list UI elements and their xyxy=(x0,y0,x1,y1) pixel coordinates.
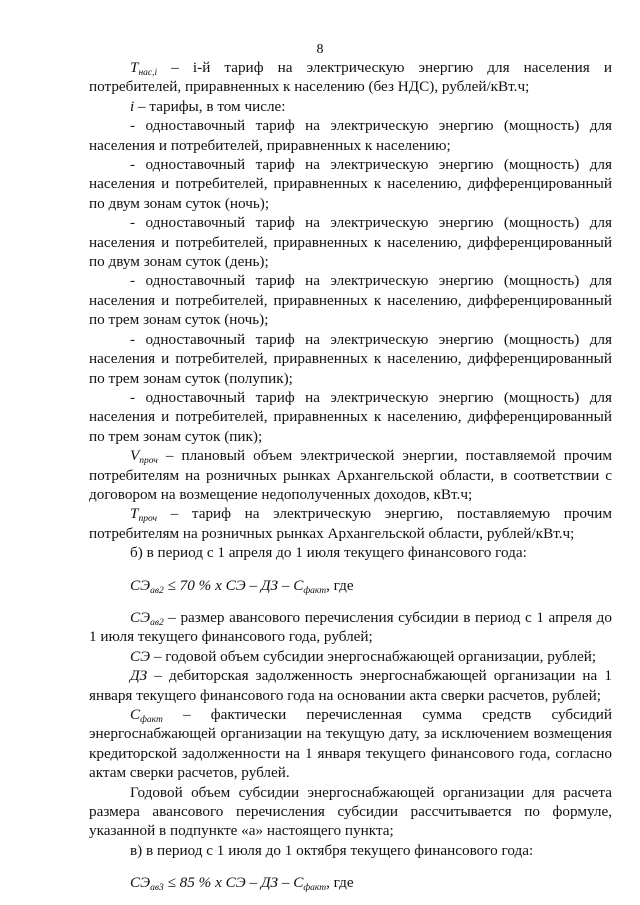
document-body xyxy=(89,58,612,902)
symbol: $T_{нас,i}$ xyxy=(130,59,158,78)
formula-av3: $СЭ_{ав3} \le 85$ % х СЭ – ДЗ – $С_{факт}$, где xyxy=(130,874,354,894)
annual-volume-note: Годовой объем субсидии энергоснабжающей организации для расчета размера авансового перечисления субсидии рассчитывается по формуле, указанной в подпункте «а» настоящего пункта; xyxy=(89,783,612,840)
symbol: $СЭ_{ав2}$ xyxy=(130,608,164,628)
tariff-item: - одноставочный тариф на электрическую энергию (мощность) для населения и потребителей, приравненных к населению, дифференцированный по трем зонам суток (ночь); xyxy=(89,272,612,329)
symbol: ДЗ xyxy=(130,667,148,685)
definition-c-fakt: $С_{факт}$ – фактически перечисленная сумма средств субсидий энергоснабжающей организации на текущую дату, за исключением возмещения кредиторской задолженности на 1 января текущего финансового года, согласно актам сверки расчетов, рублей. xyxy=(89,706,612,782)
tariff-item: - одноставочный тариф на электрическую энергию (мощность) для населения и потребителей, приравненных к населению, дифференцированный по трем зонам суток (пик); xyxy=(89,388,612,445)
definition-t-nas: $T_{нас,i} - i-й$ тариф на электрическую энергию для населения и потребителей, приравненных к населению (без НДС), рублей/кВт.ч; xyxy=(89,59,612,96)
symbol: i xyxy=(130,97,135,115)
tariff-item: - одноставочный тариф на электрическую энергию (мощность) для населения и потребителей, приравненных к населению, дифференцированный по двум зонам суток (день); xyxy=(89,214,612,271)
symbol: СЭ xyxy=(130,647,151,665)
tariff-item: - одноставочный тариф на электрическую энергию (мощность) для населения и потребителей, приравненных к населению, дифференцированный по двум зонам суток (ночь); xyxy=(89,156,612,212)
definition-se: СЭ – годовой объем субсидии энергоснабжающей организации, рублей; xyxy=(130,647,597,665)
definition-se-av2: $СЭ_{ав2}$ – размер авансового перечисления субсидии в период с 1 апреля до 1 июля текущего финансового года, рублей; xyxy=(89,608,612,646)
subpoint-b: б) в период с 1 апреля до 1 июля текущего финансового года: xyxy=(130,544,527,562)
symbol: $С_{факт}$ xyxy=(130,706,163,725)
tariff-item: - одноставочный тариф на электрическую энергию (мощность) для населения и потребителей, приравненных к населению, дифференцированный по трем зонам суток (полупик); xyxy=(89,330,612,387)
definition-v-proch: $V_{проч}$ – плановый объем электрической энергии, поставляемой прочим потребителям на розничных рынках Архангельской области, в соответствии с договором на возмещение недополученных доходов, кВт.ч; xyxy=(89,447,612,503)
formula-av2: $СЭ_{ав2} \le 70$ % х СЭ – ДЗ – $С_{факт}$, где xyxy=(130,576,354,596)
symbol: $V_{проч}$ xyxy=(130,447,158,467)
definition-dz: ДЗ – дебиторская задолженность энергоснабжающей организации на 1 января текущего финансового года на основании акта сверки расчетов, рублей; xyxy=(89,667,612,704)
definition-t-proch: $T_{проч}$ – тариф на электрическую энергию, поставляемую прочим потребителям на розничных рынках Архангельской области, рублей/кВт.ч; xyxy=(89,505,612,542)
definition-i: i – тарифы, в том числе: xyxy=(130,97,286,115)
subpoint-v: в) в период с 1 июля до 1 октября текущего финансового года: xyxy=(130,841,534,859)
symbol: $T_{проч}$ xyxy=(130,505,157,525)
tariff-item: - одноставочный тариф на электрическую энергию (мощность) для населения и потребителей, приравненных к населению; xyxy=(89,117,612,154)
page-number: 8 xyxy=(316,42,324,57)
